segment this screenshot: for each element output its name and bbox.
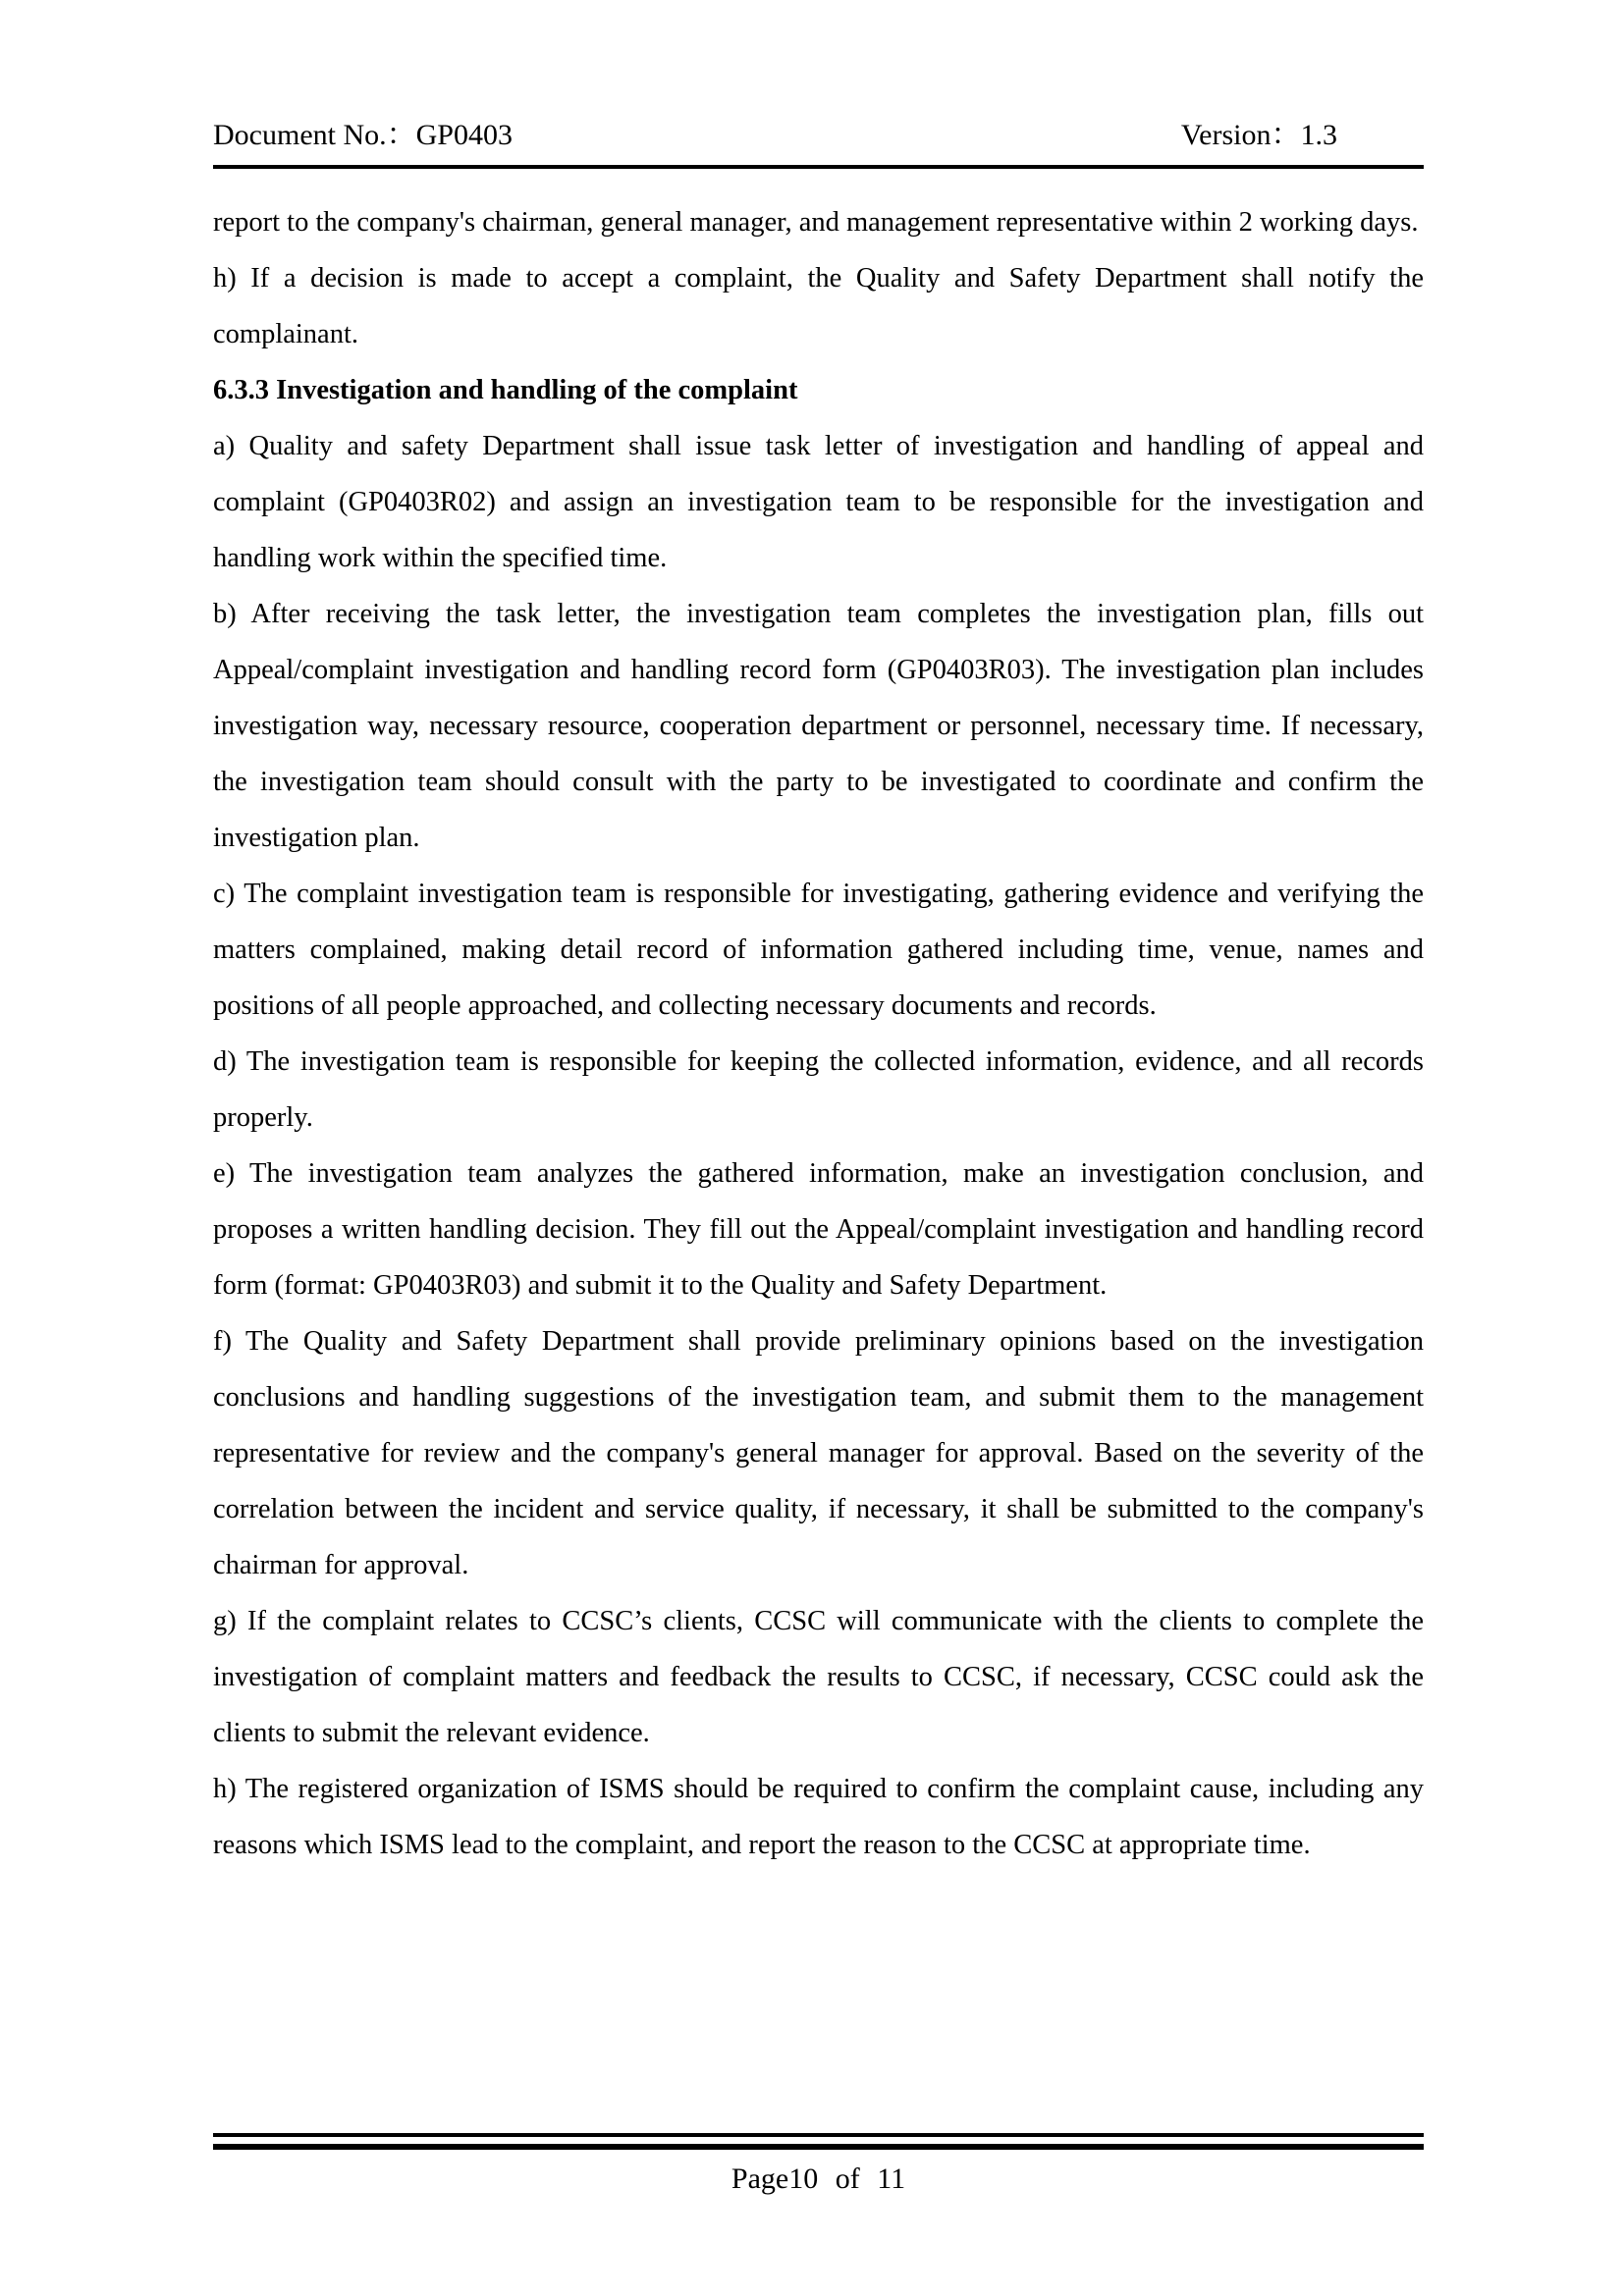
footer-double-rule <box>213 2133 1424 2150</box>
body-paragraph-b: b) After receiving the task letter, the investigation team completes the investigation plan, fills out Appeal/complaint investigation and handling record form (GP0403R03). The investigation plan includes investigation way, necessary resource, cooperation department or personnel, necessary time. If necessary, the investigation team should consult with the party to be investigated to coordinate and confirm the investigation plan. <box>213 599 1424 853</box>
body-paragraph-h-accept: h) If a decision is made to accept a complaint, the Quality and Safety Department shall notify the complainant. <box>213 263 1424 349</box>
body-paragraph-a: a) Quality and safety Department shall issue task letter of investigation and handling of appeal and complaint (GP0403R02) and assign an investigation team to be responsible for the investigation and handling work within the specified time. <box>213 431 1424 573</box>
header-version: Version：1.3 <box>1180 119 1337 151</box>
body-paragraph-d: d) The investigation team is responsible for keeping the collected information, evidence, and all records properly. <box>213 1046 1424 1133</box>
section-heading-6-3-3: 6.3.3 Investigation and handling of the complaint <box>213 375 798 405</box>
document-body <box>213 194 1424 1873</box>
page-number: Page10 of 11 <box>731 2163 906 2195</box>
body-paragraph-c: c) The complaint investigation team is responsible for investigating, gathering evidence and verifying the matters complained, making detail record of information gathered including time, venue, names and positions of all people approached, and collecting necessary documents and records. <box>213 879 1424 1021</box>
body-paragraph-e: e) The investigation team analyzes the gathered information, make an investigation conclusion, and proposes a written handling decision. They fill out the Appeal/complaint investigation and handling record form (format: GP0403R03) and submit it to the Quality and Safety Department. <box>213 1158 1424 1301</box>
body-paragraph-g: g) If the complaint relates to CCSC’s clients, CCSC will communicate with the clients to complete the investigation of complaint matters and feedback the results to CCSC, if necessary, CCSC could ask the clients to submit the relevant evidence. <box>213 1606 1424 1748</box>
body-paragraph-continuation: report to the company's chairman, general manager, and management representative within 2 working days. <box>213 207 1419 238</box>
body-paragraph-h-isms: h) The registered organization of ISMS should be required to confirm the complaint cause, including any reasons which ISMS lead to the complaint, and report the reason to the CCSC at appropriate time. <box>213 1774 1424 1860</box>
body-paragraph-f: f) The Quality and Safety Department shall provide preliminary opinions based on the investigation conclusions and handling suggestions of the investigation team, and submit them to the management representative for review and the company's general manager for approval. Based on the severity of the correlation between the incident and service quality, if necessary, it shall be submitted to the company's chairman for approval. <box>213 1326 1424 1580</box>
header-document-number: Document No.：GP0403 <box>213 119 513 151</box>
page-header <box>213 110 1424 169</box>
